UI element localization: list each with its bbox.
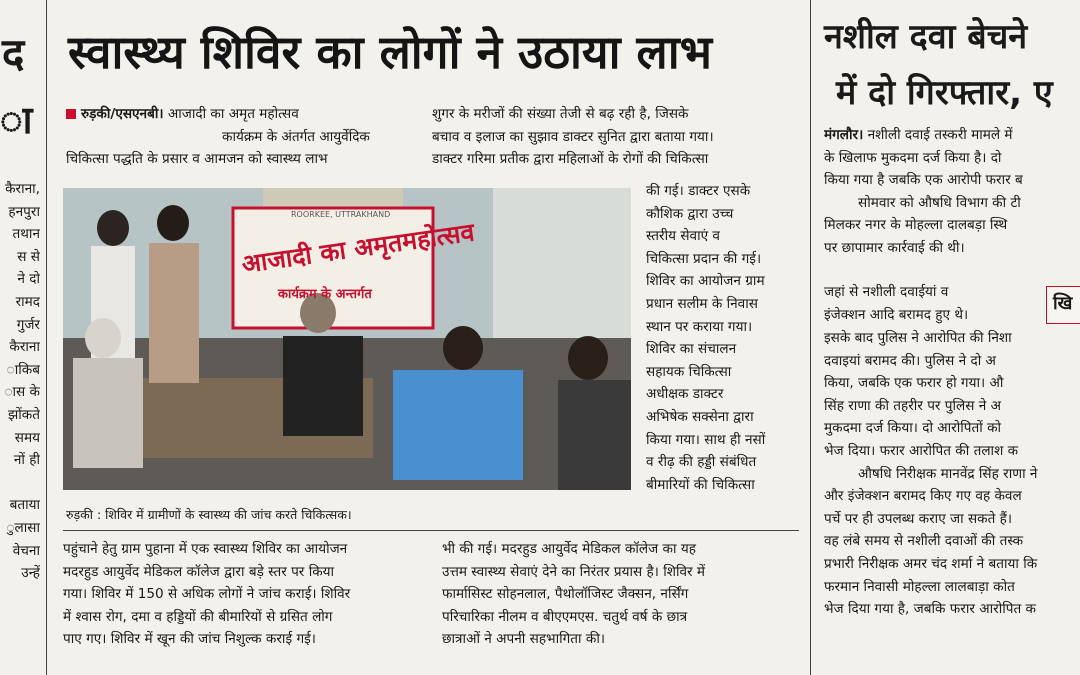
main-narrow-col: की गई। डाक्टर एसके कौशिक द्वारा उच्च स्तरीय सेवाएं व चिकित्सा प्रदान की गई। शिविर का आयोजन ग्राम प्रधान सलीम के निवास स्थान पर कराया गया। शिविर का संचालन सहायक चिकित्सा अधीक्षक डाक्टर अभिषेक सक्सेना द्वारा किया गया। साथ ही नसों व रीढ़ की हड्डी संबंधित बीमारियों की चिकित्सा	[646, 183, 766, 493]
banner-subtitle: कार्यक्रम के अन्तर्गत	[278, 287, 372, 302]
right-dateline: मंगलौर।	[824, 127, 864, 143]
left-strip-text: कैराना, हनपुरा तथान स से ने दो रामद गुर्जर कैराना ाकिब ास के झोंकते समय नों ही बताया ुलासा वेचना उन्हें	[4, 181, 40, 582]
right-text-a: मंगलौर। नशीली दवाई तस्करी मामले में के खिलाफ मुकदमा दर्ज किया है। दो किया गया है जबकि एक आरोपी फरार ब सोमवार को औषधि विभाग की टी मिलकर नगर के मोहल्ला दालबड़ा स्थि पर छापामार कार्रवाई की थी।	[824, 127, 1023, 256]
photo-caption: रुड़की : शिविर में ग्रामीणों के स्वास्थ्य की जांच करते चिकित्सक।	[66, 507, 352, 522]
main-col2-top: शुगर के मरीजों की संख्या तेजी से बढ़ रही है, जिसके बचाव व इलाज का सुझाव डाक्टर सुनित द्वारा बताया गया। डाक्टर गरिमा प्रतीक द्वारा महिलाओं के रोगों की चिकित्सा	[432, 106, 714, 168]
right-headline-line2: में दो गिरफ्तार, ए	[836, 73, 1053, 113]
news-photo	[63, 188, 631, 490]
right-narrow-text: जहां से नशीली दवाईयां व इंजेक्शन आदि बरामद हुए थे।	[824, 284, 969, 323]
main-col1-top: रुड़की/एसएनबी। आजादी का अमृत महोत्सव कार्यक्रम के अंतर्गत आयुर्वेदिक चिकित्सा पद्धति के प्रसार व आमजन को स्वास्थ्य लाभ	[66, 106, 370, 168]
left-strip-glyph: ा	[0, 98, 33, 142]
main-dateline: रुड़की/एसएनबी।	[81, 106, 164, 122]
right-text-b: इसके बाद पुलिस ने आरोपित की निशा दवाइयां बरामद की। पुलिस ने दो अ किया, जबकि एक फरार हो गया। औ सिंह राणा की तहरीर पर पुलिस ने अ मुकदमा दर्ज किया। दो आरोपितों को भेज दिया। फरार आरोपित की तलाश क औषधि निरीक्षक मानवेंद्र सिंह राणा ने और इंजेक्शन बरामद किए गए वह केवल पर्चे पर ही उपलब्ध कराए जा सकते हैं। वह लंबे समय से नशीली दवाओं की तस्क प्रभारी निरीक्षक अमर चंद शर्मा ने बताया कि फरमान निवासी मोहल्ला लालबाड़ा कोत भेज दिया गया है, जबकि फरार आरोपित क	[824, 330, 1038, 618]
main-bottom-col1: पहुंचाने हेतु ग्राम पुहाना में एक स्वास्थ्य शिविर का आयोजन मदरहुड आयुर्वेद मेडिकल कॉलेज द्वारा बड़े स्तर पर किया गया। शिविर में 150 से अधिक लोगों ने जांच कराई। शिविर में श्वास रोग, दमा व हड्डियों की बीमारियों से ग्रसित लोग पाए गए। शिविर में खून की जांच निशुल्क कराई गई।	[63, 541, 351, 648]
banner-city-label: ROORKEE, UTTRAKHAND	[291, 210, 391, 219]
caption-rule	[63, 530, 799, 531]
right-headline-line1: नशील दवा बेचने	[824, 17, 1028, 57]
right-inset-box: खि	[1046, 286, 1080, 324]
left-strip-glyph: द	[2, 29, 25, 78]
left-strip-article	[0, 0, 44, 675]
right-article	[814, 0, 1080, 675]
dateline-marker-icon	[66, 109, 76, 119]
main-bottom-col2: भी की गई। मदरहुड आयुर्वेद मेडिकल कॉलेज का यह उत्तम स्वास्थ्य सेवाएं देने का निरंतर प्रयास है। शिविर में फार्मासिस्ट सोहनलाल, पैथोलॉजिस्ट जैक्सन, नर्सिंग परिचारिका नीलम व बीएएमएस. चतुर्थ वर्ष के छात्र छात्राओं ने अपनी सहभागिता की।	[442, 541, 706, 648]
column-rule	[46, 0, 47, 675]
banner-title: आजादी का अमृतमहोत्सव	[239, 217, 477, 279]
column-rule	[810, 0, 811, 675]
main-headline: स्वास्थ्य शिविर का लोगों ने उठाया लाभ	[68, 25, 712, 79]
